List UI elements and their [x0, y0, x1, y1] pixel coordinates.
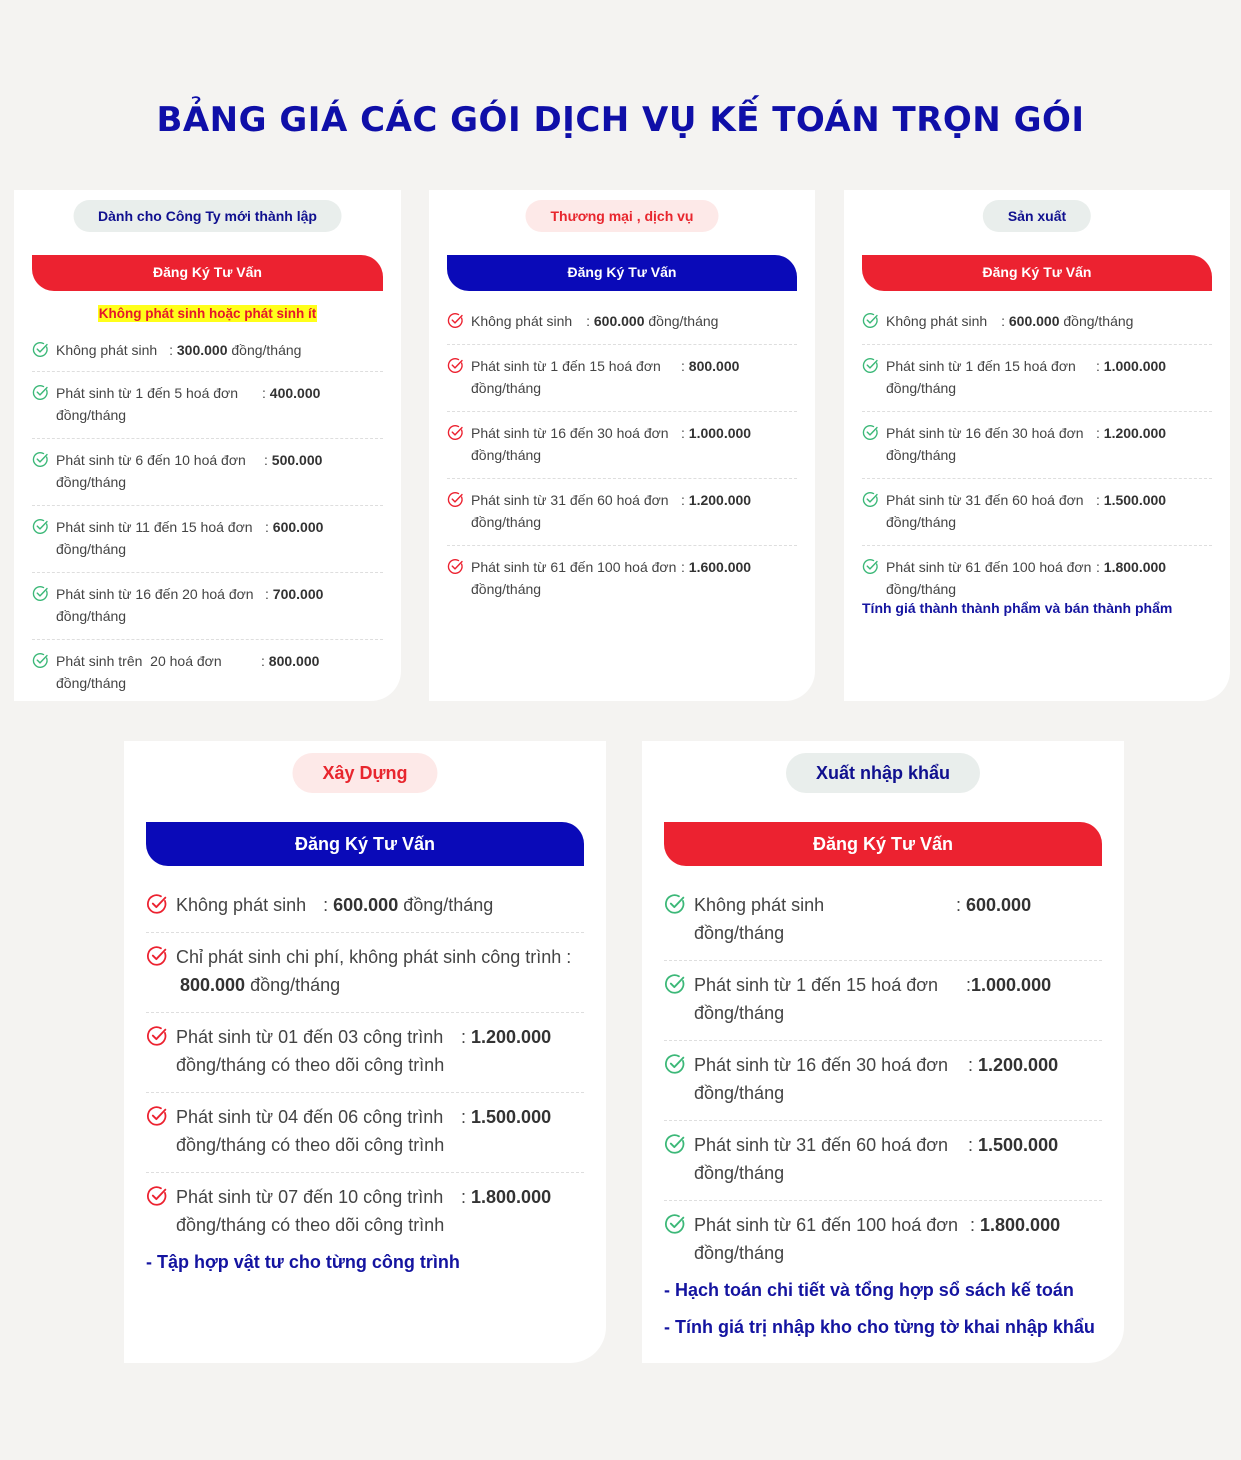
pricing-card-manufacturing — [844, 190, 1230, 701]
list-item: Phát sinh từ 1 đến 5 hoá đơn : 400.000 đồng/tháng — [32, 372, 383, 439]
card-tag: Xuất nhập khẩu — [786, 753, 980, 793]
check-icon — [32, 585, 49, 602]
price-list — [447, 300, 797, 612]
check-icon — [664, 1053, 686, 1075]
check-icon — [862, 491, 879, 508]
check-icon — [146, 1105, 168, 1127]
list-item: Không phát sinh : 300.000 đồng/tháng — [32, 329, 383, 372]
check-icon — [447, 491, 464, 508]
list-item: Phát sinh từ 61 đến 100 hoá đơn : 1.800.000 đồng/tháng — [862, 546, 1212, 612]
price-list — [862, 300, 1212, 612]
check-icon — [862, 424, 879, 441]
list-item: Phát sinh từ 61 đến 100 hoá đơn : 1.800.000 đồng/tháng — [664, 1201, 1102, 1281]
list-item: Phát sinh từ 16 đến 30 hoá đơn : 1.200.000 đồng/tháng — [664, 1041, 1102, 1121]
list-item: Phát sinh từ 07 đến 10 công trình : 1.800.000 đồng/tháng có theo dõi công trình — [146, 1173, 584, 1253]
register-consult-button[interactable]: Đăng Ký Tư Vấn — [664, 822, 1102, 866]
list-item: Phát sinh từ 01 đến 03 công trình : 1.200.000 đồng/tháng có theo dõi công trình — [146, 1013, 584, 1093]
check-icon — [32, 384, 49, 401]
card-tag: Dành cho Công Ty mới thành lập — [73, 200, 342, 232]
list-item: Phát sinh từ 1 đến 15 hoá đơn : 1.000.000 đồng/tháng — [862, 345, 1212, 412]
list-item: Phát sinh từ 31 đến 60 hoá đơn : 1.500.000 đồng/tháng — [664, 1121, 1102, 1201]
page-title: BẢNG GIÁ CÁC GÓI DỊCH VỤ KẾ TOÁN TRỌN GÓI — [156, 100, 1085, 140]
list-item: Không phát sinh : 600.000 đồng/tháng — [146, 881, 584, 933]
check-icon — [664, 1133, 686, 1155]
highlight-note: Không phát sinh hoặc phát sinh ít — [98, 306, 317, 321]
register-consult-button[interactable]: Đăng Ký Tư Vấn — [32, 255, 383, 291]
check-icon — [146, 1185, 168, 1207]
price-list — [664, 881, 1102, 1281]
list-item: Phát sinh từ 04 đến 06 công trình : 1.500.000 đồng/tháng có theo dõi công trình — [146, 1093, 584, 1173]
pricing-card-construction — [124, 741, 606, 1363]
pricing-card-trade-service — [429, 190, 815, 701]
pricing-card-import-export — [642, 741, 1124, 1363]
list-item: Phát sinh từ 31 đến 60 hoá đơn : 1.500.000 đồng/tháng — [862, 479, 1212, 546]
check-icon — [447, 558, 464, 575]
card-tag: Xây Dựng — [292, 753, 437, 793]
list-item: Phát sinh từ 1 đến 15 hoá đơn : 800.000 đồng/tháng — [447, 345, 797, 412]
check-icon — [862, 357, 879, 374]
list-item: Phát sinh từ 16 đến 30 hoá đơn : 1.000.000 đồng/tháng — [447, 412, 797, 479]
list-item: Chỉ phát sinh chi phí, không phát sinh công trình : 800.000 đồng/tháng — [146, 933, 584, 1013]
list-item: Phát sinh từ 31 đến 60 hoá đơn : 1.200.000 đồng/tháng — [447, 479, 797, 546]
card-tag: Sản xuất — [983, 200, 1091, 232]
check-icon — [664, 973, 686, 995]
check-icon — [862, 558, 879, 575]
pricing-card-new-company — [14, 190, 401, 701]
check-icon — [664, 1213, 686, 1235]
card-tag: Thương mại , dịch vụ — [526, 200, 719, 232]
check-icon — [146, 893, 168, 915]
list-item: Phát sinh trên 20 hoá đơn : 800.000 đồng/tháng — [32, 640, 383, 706]
list-item: Không phát sinh : 600.000 đồng/tháng — [447, 300, 797, 345]
list-item: Không phát sinh : 600.000 đồng/tháng — [664, 881, 1102, 961]
check-icon — [146, 1025, 168, 1047]
check-icon — [32, 341, 49, 358]
extra-service-note: - Tập hợp vật tư cho từng công trình — [146, 1252, 460, 1272]
check-icon — [146, 945, 168, 967]
list-item: Phát sinh từ 16 đến 20 hoá đơn : 700.000 đồng/tháng — [32, 573, 383, 640]
check-icon — [664, 893, 686, 915]
price-list — [32, 329, 383, 706]
register-consult-button[interactable]: Đăng Ký Tư Vấn — [447, 255, 797, 291]
extra-service-note: - Tính giá trị nhập kho cho từng tờ khai nhập khẩu — [664, 1317, 1095, 1337]
check-icon — [32, 518, 49, 535]
check-icon — [447, 312, 464, 329]
list-item: Không phát sinh : 600.000 đồng/tháng — [862, 300, 1212, 345]
extra-service-note: - Hạch toán chi tiết và tổng hợp sổ sách kế toán — [664, 1280, 1074, 1300]
register-consult-button[interactable]: Đăng Ký Tư Vấn — [862, 255, 1212, 291]
check-icon — [32, 451, 49, 468]
price-list — [146, 881, 584, 1253]
list-item: Phát sinh từ 61 đến 100 hoá đơn : 1.600.000 đồng/tháng — [447, 546, 797, 612]
list-item: Phát sinh từ 16 đến 30 hoá đơn : 1.200.000 đồng/tháng — [862, 412, 1212, 479]
list-item: Phát sinh từ 11 đến 15 hoá đơn : 600.000 đồng/tháng — [32, 506, 383, 573]
list-item: Phát sinh từ 6 đến 10 hoá đơn : 500.000 đồng/tháng — [32, 439, 383, 506]
register-consult-button[interactable]: Đăng Ký Tư Vấn — [146, 822, 584, 866]
check-icon — [447, 424, 464, 441]
extra-service-note: Tính giá thành thành phẩm và bán thành phẩm — [862, 600, 1173, 616]
list-item: Phát sinh từ 1 đến 15 hoá đơn :1.000.000 đồng/tháng — [664, 961, 1102, 1041]
check-icon — [447, 357, 464, 374]
check-icon — [862, 312, 879, 329]
check-icon — [32, 652, 49, 669]
